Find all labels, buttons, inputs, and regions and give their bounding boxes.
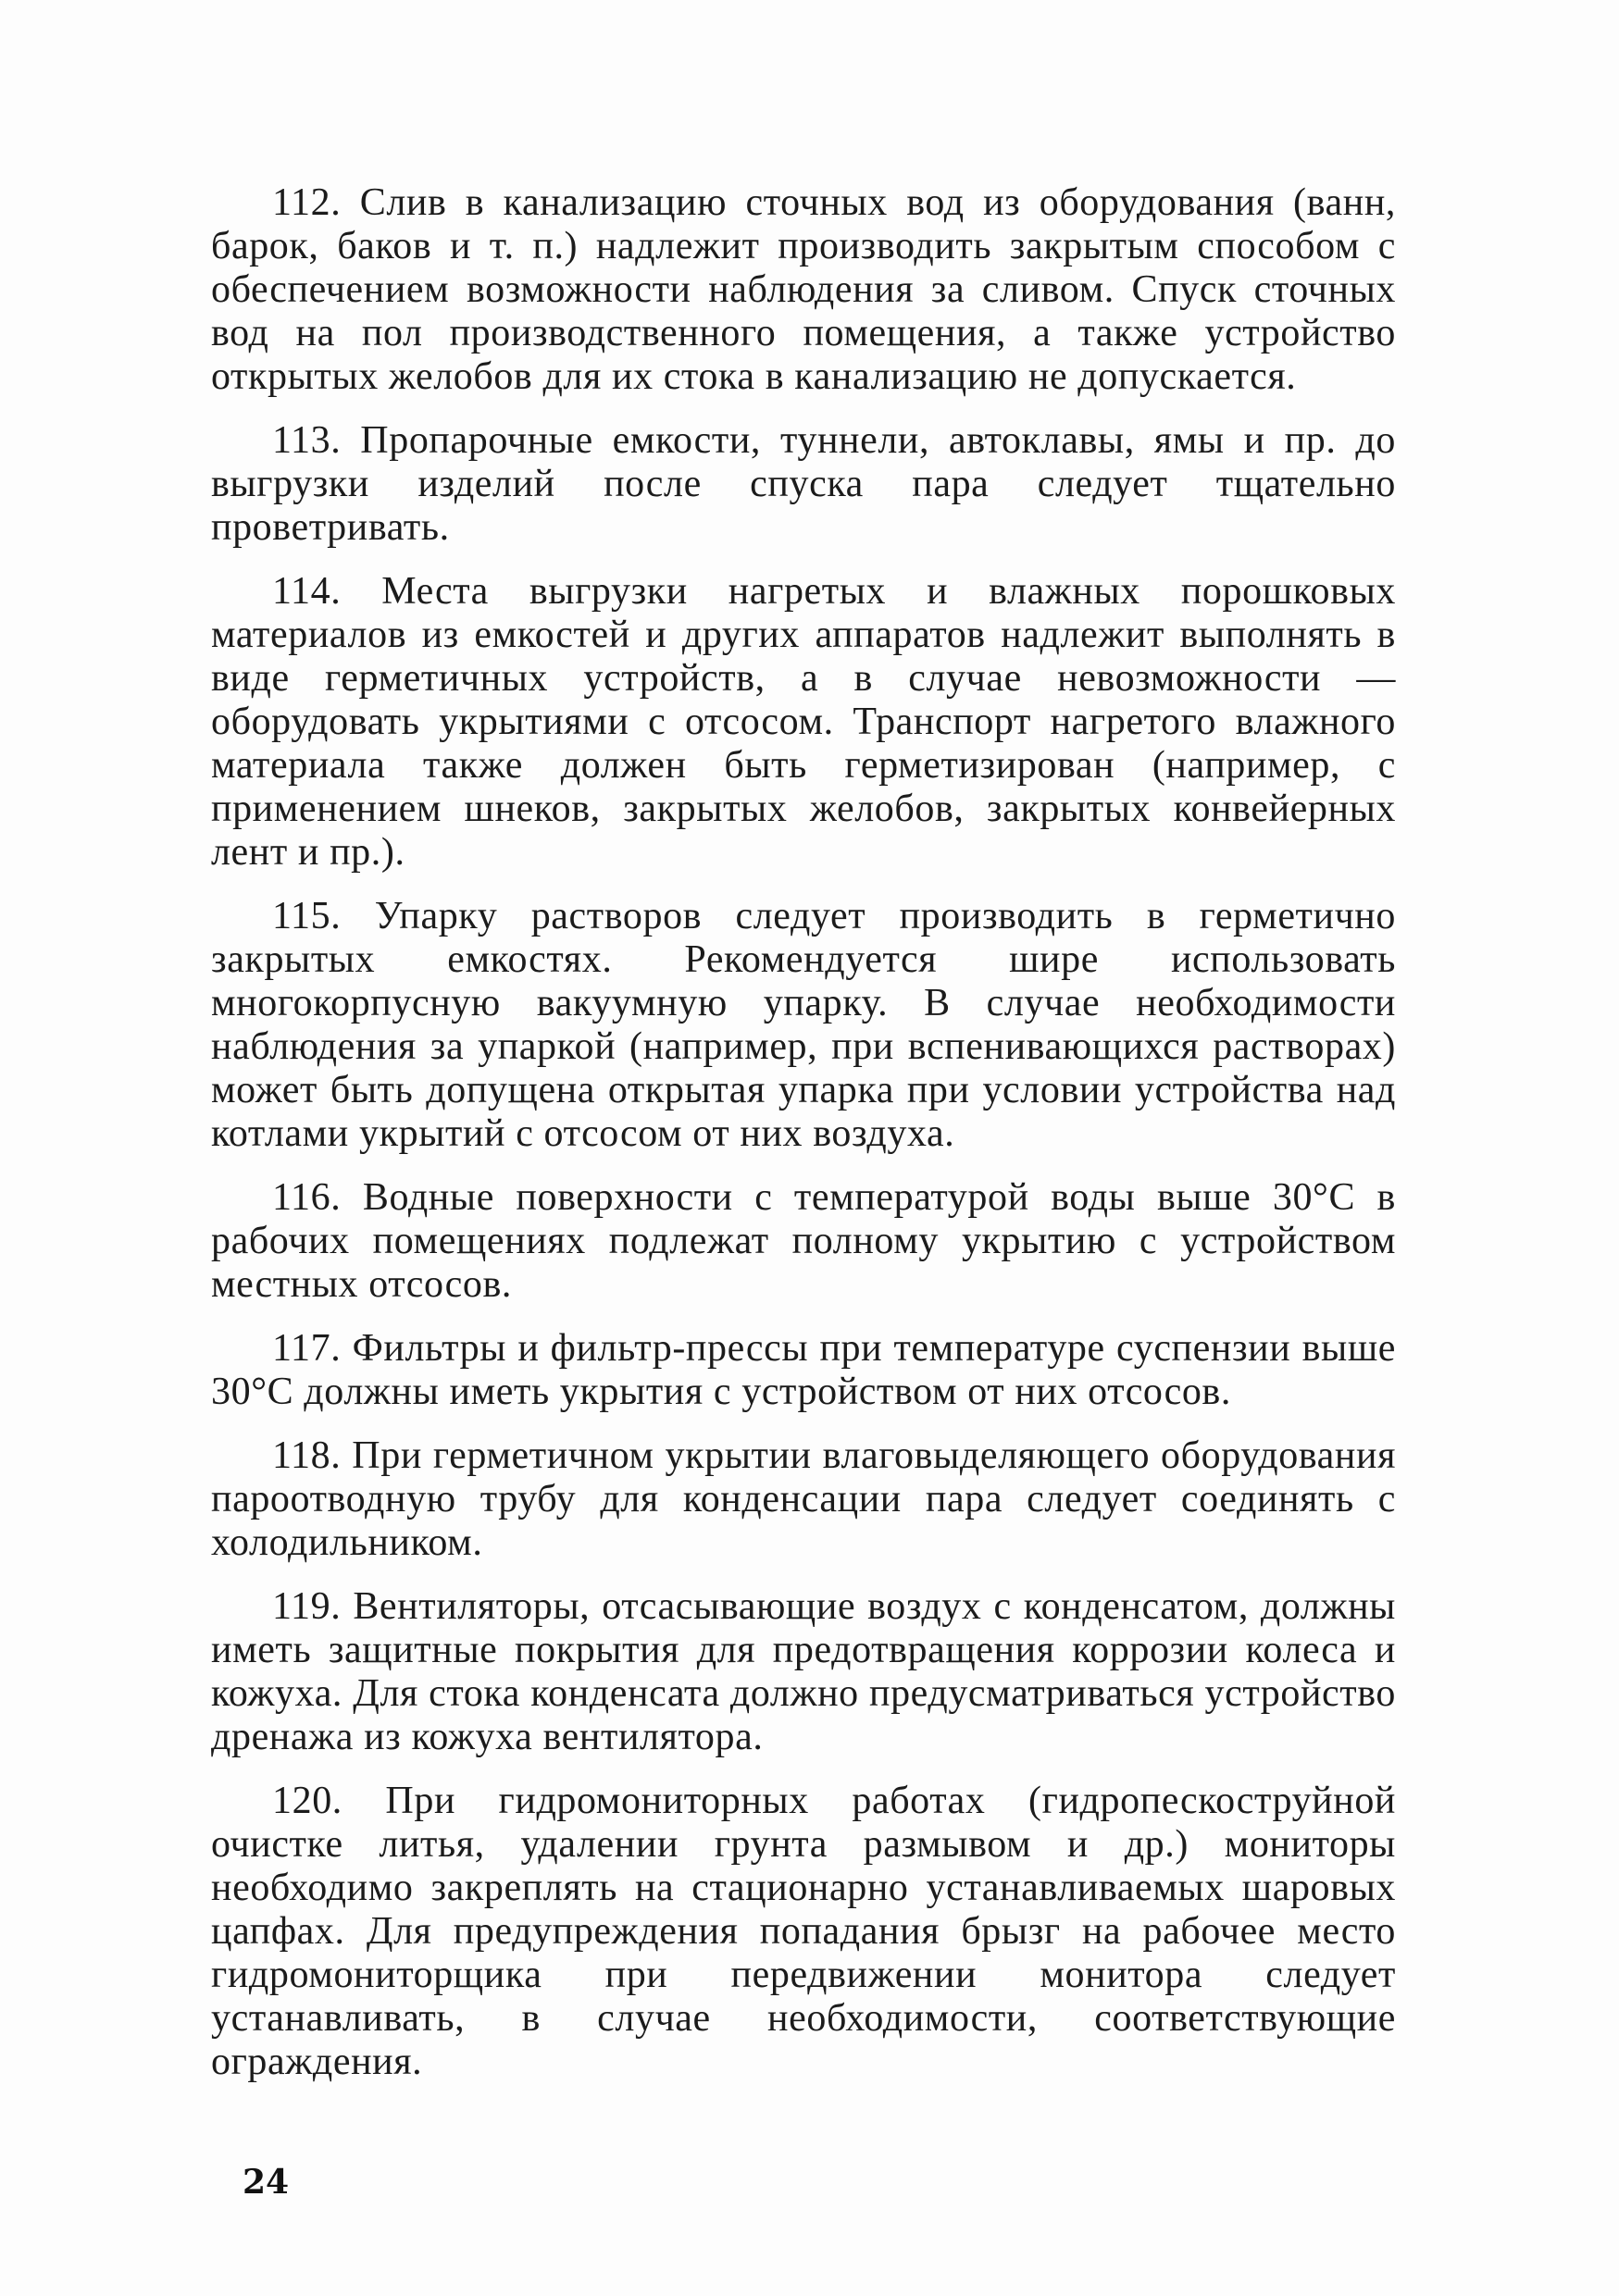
body-text [211, 181, 1396, 2104]
paragraph-117: 117. Фильтры и фильтр-прессы при температуре суспензии выше 30°С должны иметь укрытия с устройством от них отсосов. [211, 1327, 1396, 1413]
paragraph-120: 120. При гидромониторных работах (гидропескоструйной очистке литья, удалении грунта размывом и др.) мониторы необходимо закреплять на стационарно устанавливаемых шаровых цапфах. Для предупреждения попадания брызг на рабочее место гидромониторщика при передвижении монитора следует устанавливать, в случае необходимости, соответствующие ограждения. [211, 1780, 1396, 2083]
paragraph-119: 119. Вентиляторы, отсасывающие воздух с конденсатом, должны иметь защитные покрытия для предотвращения коррозии колеса и кожуха. Для стока конденсата должно предусматриваться устройство дренажа из кожуха вентилятора. [211, 1585, 1396, 1758]
page-number: 24 [243, 2163, 290, 2202]
paragraph-112: 112. Слив в канализацию сточных вод из оборудования (ванн, барок, баков и т. п.) надлежит производить закрытым способом с обеспечением возможности наблюдения за сливом. Спуск сточных вод на пол производственного помещения, а также устройство открытых желобов для их стока в канализацию не допускается. [211, 181, 1396, 398]
paragraph-115: 115. Упарку растворов следует производить в герметично закрытых емкостях. Рекомендуется шире использовать многокорпусную вакуумную упарку. В случае необходимости наблюдения за упаркой (например, при вспенивающихся растворах) может быть допущена открытая упарка при условии устройства над котлами укрытий с отсосом от них воздуха. [211, 895, 1396, 1155]
paragraph-113: 113. Пропарочные емкости, туннели, автоклавы, ямы и пр. до выгрузки изделий после спуска пара следует тщательно проветривать. [211, 419, 1396, 549]
paragraph-114: 114. Места выгрузки нагретых и влажных порошковых материалов из емкостей и других аппаратов надлежит выполнять в виде герметичных устройств, а в случае невозможности — оборудовать укрытиями с отсосом. Транспорт нагретого влажного материала также должен быть герметизирован (например, с применением шнеков, закрытых желобов, закрытых конвейерных лент и пр.). [211, 570, 1396, 874]
paragraph-118: 118. При герметичном укрытии влаговыделяющего оборудования пароотводную трубу для конденсации пара следует соединять с холодильником. [211, 1434, 1396, 1564]
paragraph-116: 116. Водные поверхности с температурой воды выше 30°С в рабочих помещениях подлежат полному укрытию с устройством местных отсосов. [211, 1176, 1396, 1306]
